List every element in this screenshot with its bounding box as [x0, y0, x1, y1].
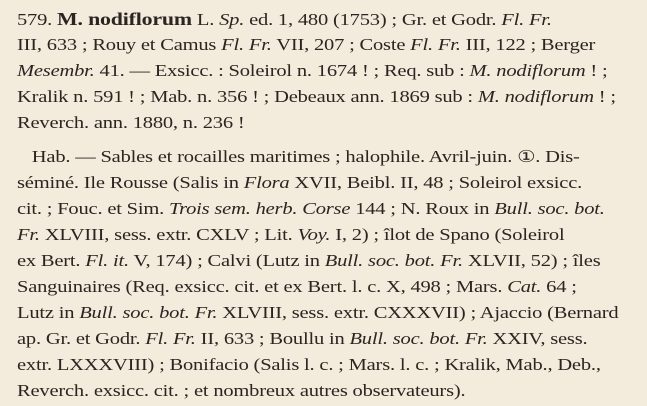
text-line	[17, 172, 582, 194]
text-segment: séminé. Ile Rousse (Salis in	[17, 173, 244, 192]
text-segment: extr. LXXXVIII) ; Bonifacio (Salis l. c. ; Mars. l. c. ; Kralik, Mab., Deb.,	[17, 355, 601, 374]
text-line	[17, 8, 552, 31]
text-segment: ! ;	[585, 61, 608, 80]
text-segment: XLVIII, sess. extr. CXXXVII) ; Ajaccio (Bernard	[217, 303, 619, 322]
italic-reference: Bull. soc. bot. Fr.	[324, 251, 463, 270]
italic-reference: Flora	[243, 173, 290, 192]
text-segment: L.	[191, 10, 220, 29]
italic-reference: Cat.	[507, 277, 542, 296]
text-line	[17, 146, 580, 168]
italic-reference: Bull. soc. bot.	[494, 199, 605, 218]
text-segment: XLVII, 52) ; îles	[462, 251, 601, 270]
text-line	[17, 250, 601, 272]
text-segment: V, 174) ; Calvi (Lutz in	[128, 251, 325, 270]
text-segment: VII, 207 ; Coste	[271, 35, 411, 54]
text-line	[17, 60, 608, 82]
italic-reference: Trois sem. herb. Corse	[169, 199, 351, 218]
italic-reference: Voy.	[297, 225, 331, 244]
italic-reference: M. nodiflorum	[477, 87, 594, 106]
italic-reference: Fl. it.	[85, 251, 129, 270]
text-segment: 41. — Exsicc. : Soleirol n. 1674 ! ; Req. sub :	[94, 61, 470, 80]
text-segment: III, 122 ; Berger	[460, 35, 596, 54]
text-line	[17, 276, 577, 298]
text-segment: 64 ;	[541, 277, 577, 296]
italic-reference: Bull. soc. bot. Fr.	[349, 329, 488, 348]
text-segment: XVII, Beibl. II, 48 ; Soleirol exsicc.	[289, 173, 583, 192]
text-segment: II, 633 ; Boullu in	[195, 329, 350, 348]
text-segment: ex Bert.	[17, 251, 86, 270]
text-segment: XLVIII, sess. extr. CXLV ; Lit.	[39, 225, 298, 244]
text-segment: cit. ; Fouc. et Sim.	[17, 199, 170, 218]
species-name: M. nodiflorum	[57, 9, 192, 29]
text-line	[17, 34, 595, 56]
text-segment: XXIV, sess.	[487, 329, 588, 348]
italic-reference: Bull. soc. bot. Fr.	[79, 303, 218, 322]
text-line	[17, 224, 564, 246]
text-line	[17, 328, 587, 350]
italic-reference: Fl. Fr.	[501, 10, 552, 29]
text-segment: Sanguinaires (Req. exsicc. cit. et ex Bert. l. c. X, 498 ; Mars.	[17, 277, 508, 296]
text-segment: Hab. — Sables et rocailles maritimes ; halophile. Avril-juin. ①. Dis-	[17, 147, 580, 166]
text-segment: ! ;	[593, 87, 616, 106]
text-segment: III, 633 ; Rouy et Camus	[17, 35, 222, 54]
text-segment: Kralik n. 591 ! ; Mab. n. 356 ! ; Debeaux ann. 1869 sub :	[17, 87, 478, 106]
italic-reference: M. nodiflorum	[469, 61, 586, 80]
text-segment: 579.	[17, 10, 58, 29]
italic-reference: Fl. Fr.	[221, 35, 272, 54]
italic-reference: Fr.	[17, 225, 40, 244]
text-line	[17, 302, 618, 324]
text-segment: 144 ; N. Roux in	[350, 199, 495, 218]
text-line	[17, 198, 605, 220]
text-segment: Reverch. exsicc. cit. ; et nombreux autres observateurs).	[17, 381, 466, 400]
text-line	[17, 380, 465, 402]
italic-reference: Fl. Fr.	[145, 329, 196, 348]
text-segment: ap. Gr. et Godr.	[17, 329, 146, 348]
text-line	[17, 112, 244, 134]
text-segment: Lutz in	[17, 303, 80, 322]
italic-reference: Mesembr.	[17, 61, 95, 80]
italic-reference: Sp.	[219, 10, 245, 29]
italic-reference: Fl. Fr.	[410, 35, 461, 54]
text-segment: I, 2) ; îlot de Spano (Soleirol	[330, 225, 565, 244]
text-line	[17, 354, 601, 376]
text-line	[17, 86, 616, 108]
text-segment: Reverch. ann. 1880, n. 236 !	[17, 113, 245, 132]
text-segment: ed. 1, 480 (1753) ; Gr. et Godr.	[244, 10, 502, 29]
